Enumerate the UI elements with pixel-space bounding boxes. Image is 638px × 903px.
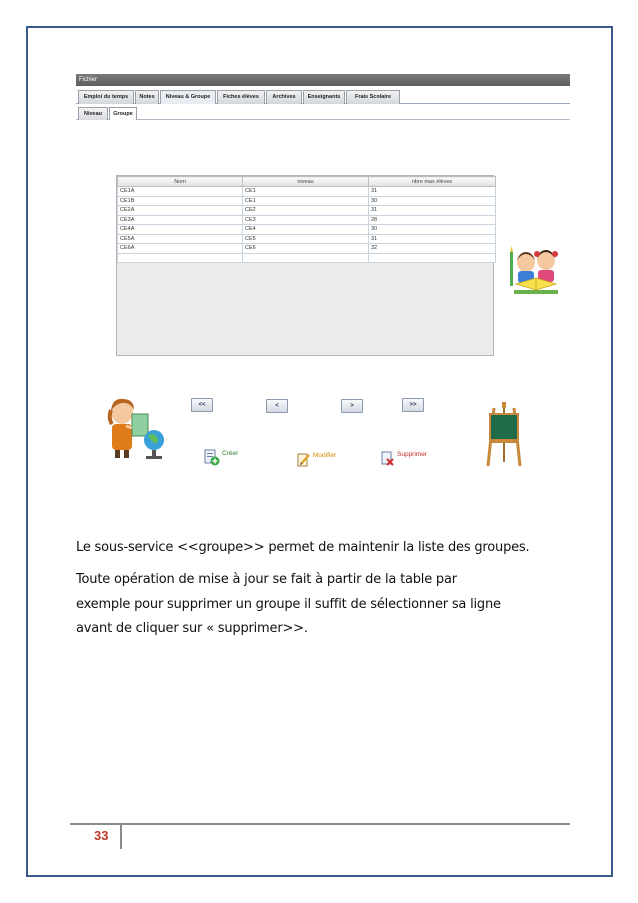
cell-nbre-max: 28 — [369, 215, 496, 225]
cell-empty — [118, 253, 243, 263]
paragraph-body-line-1: Toute opération de mise à jour se fait à partir de la table par — [76, 572, 457, 587]
sub-tab-bar — [76, 107, 570, 120]
app-screenshot — [76, 74, 570, 520]
cell-nom: CE3A — [118, 215, 243, 225]
cell-niveau: CE6 — [243, 244, 369, 254]
tab-archives[interactable]: Archives — [266, 90, 302, 104]
cell-niveau: CE5 — [243, 234, 369, 244]
table-row[interactable] — [118, 196, 496, 206]
table-row[interactable] — [118, 215, 496, 225]
menu-fichier[interactable]: Fichier — [79, 77, 98, 83]
paragraph-body-line-3: avant de cliquer sur « supprimer>>. — [76, 621, 308, 636]
cell-nom: CE5A — [118, 234, 243, 244]
page-number: 33 — [94, 828, 109, 843]
children-reading-illustration — [506, 240, 562, 298]
table-row-empty[interactable] — [118, 253, 496, 263]
cell-empty — [243, 253, 369, 263]
cell-niveau: CE2 — [243, 206, 369, 216]
groups-table-container — [116, 175, 494, 356]
cell-empty — [369, 253, 496, 263]
footer-rule — [70, 823, 570, 825]
tab-emploi-du-temps[interactable]: Emploi du temps — [78, 90, 134, 104]
table-header-row — [118, 177, 496, 187]
subtab-niveau[interactable]: Niveau — [78, 107, 108, 120]
cell-niveau: CE4 — [243, 225, 369, 235]
cell-nom: CE4A — [118, 225, 243, 235]
paragraph-intro: Le sous-service <<groupe>> permet de maintenir la liste des groupes. — [76, 540, 530, 555]
first-record-button[interactable]: << — [191, 398, 213, 412]
cell-nom: CE6A — [118, 244, 243, 254]
table-row[interactable] — [118, 187, 496, 197]
paragraph-body-line-2: exemple pour supprimer un groupe il suffit de sélectionner sa ligne — [76, 597, 501, 612]
cell-nbre-max: 31 — [369, 206, 496, 216]
next-record-button[interactable]: > — [341, 399, 363, 413]
cell-niveau: CE3 — [243, 215, 369, 225]
chalkboard-easel-illustration — [486, 402, 522, 468]
tab-niveau-groupe[interactable]: Niveau & Groupe — [160, 90, 216, 104]
table-row[interactable] — [118, 225, 496, 235]
delete-document-icon — [381, 450, 395, 466]
teacher-illustration — [106, 396, 168, 462]
tab-enseignants[interactable]: Enseignants — [303, 90, 345, 104]
column-header-nom[interactable]: Nom — [118, 177, 243, 187]
previous-record-button[interactable]: < — [266, 399, 288, 413]
cell-nom: CE1A — [118, 187, 243, 197]
delete-button[interactable] — [381, 448, 427, 466]
menu-bar — [76, 74, 570, 86]
table-row[interactable] — [118, 244, 496, 254]
modify-button[interactable] — [297, 449, 336, 467]
delete-label: Supprimer — [397, 451, 427, 458]
table-row[interactable] — [118, 234, 496, 244]
tab-frais-scolaire[interactable]: Frais Scolaire — [346, 90, 400, 104]
cell-nbre-max: 30 — [369, 196, 496, 206]
cell-nbre-max: 32 — [369, 244, 496, 254]
create-label: Créer — [222, 450, 239, 457]
subtab-groupe[interactable]: Groupe — [109, 107, 137, 120]
cell-nbre-max: 31 — [369, 187, 496, 197]
cell-niveau: CE1 — [243, 196, 369, 206]
cell-niveau: CE1 — [243, 187, 369, 197]
cell-nbre-max: 30 — [369, 225, 496, 235]
edit-document-icon — [297, 451, 311, 467]
column-header-niveau[interactable]: niveau — [243, 177, 369, 187]
last-record-button[interactable]: >> — [402, 398, 424, 412]
cell-nbre-max: 31 — [369, 234, 496, 244]
groups-table — [117, 176, 496, 263]
create-button[interactable] — [204, 448, 238, 466]
modify-label: Modifier — [313, 452, 337, 459]
column-header-nbre-max[interactable]: nbre max élèves — [369, 177, 496, 187]
tab-fiches-eleves[interactable]: Fiches élèves — [217, 90, 265, 104]
main-tab-bar — [76, 90, 570, 104]
table-row[interactable] — [118, 206, 496, 216]
cell-nom: CE1B — [118, 196, 243, 206]
add-document-icon — [204, 448, 220, 466]
tab-notes[interactable]: Notes — [135, 90, 159, 104]
footer-separator — [120, 825, 122, 849]
cell-nom: CE2A — [118, 206, 243, 216]
